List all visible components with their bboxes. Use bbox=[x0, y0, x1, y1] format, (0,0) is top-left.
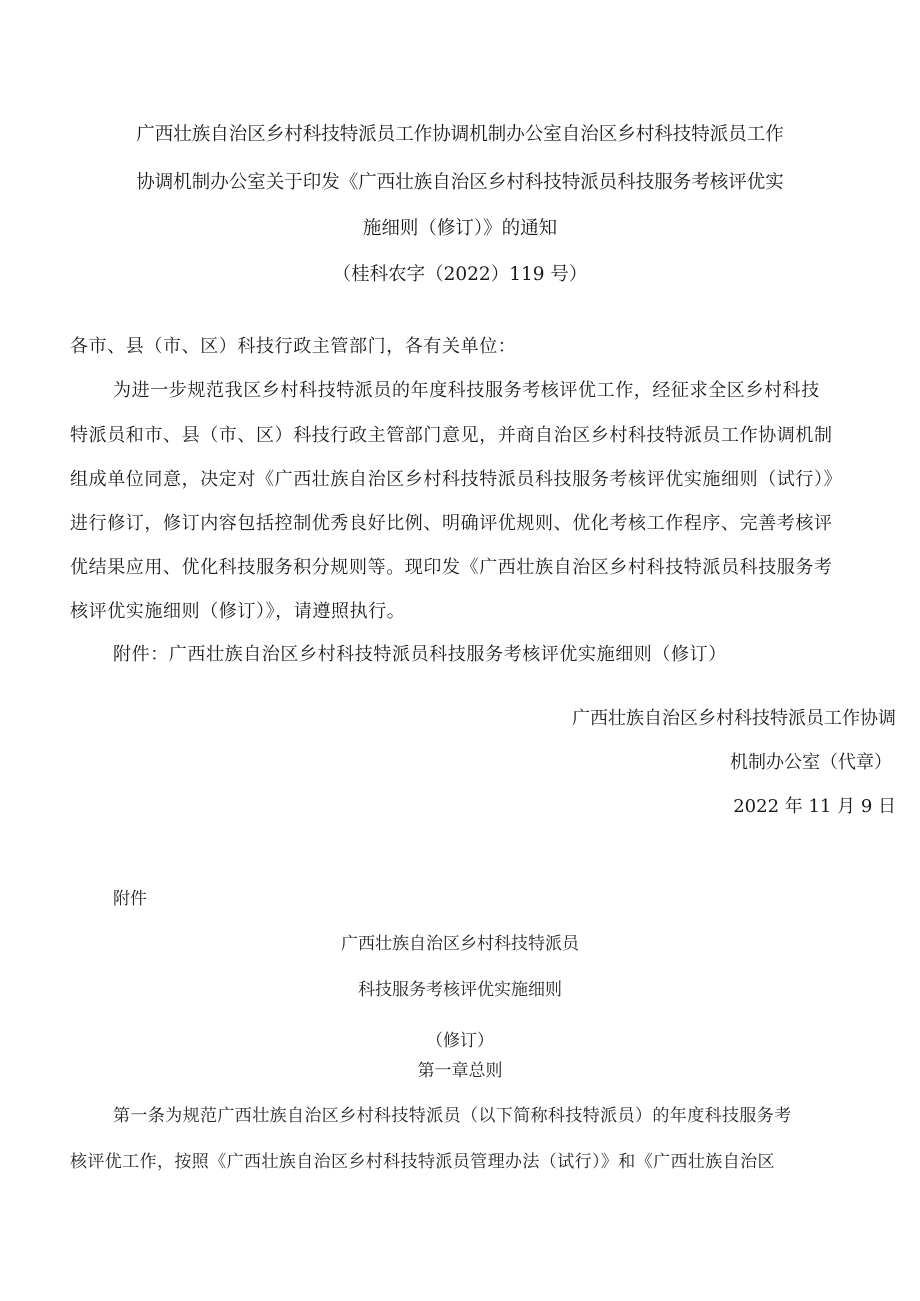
attachment-label: 附件 bbox=[113, 889, 147, 909]
body-line: 进行修订，修订内容包括控制优秀良好比例、明确评优规则、优化考核工作程序、完善考核评 bbox=[70, 513, 833, 534]
body-line: 优结果应用、优化科技服务积分规则等。现印发《广西壮族自治区乡村科技特派员科技服务考 bbox=[70, 557, 833, 578]
chapter-heading: 第一章总则 bbox=[417, 1061, 503, 1081]
attachment-title-line-1: 广西壮族自治区乡村科技特派员 bbox=[341, 934, 579, 954]
attachment-title-line-2: 科技服务考核评优实施细则 bbox=[358, 980, 562, 1000]
document-number: （桂科农字（2022）119 号） bbox=[332, 264, 588, 285]
article-line: 核评优工作，按照《广西壮族自治区乡村科技特派员管理办法（试行）》和《广西壮族自治区 bbox=[70, 1152, 775, 1172]
signature-date: 2022 年 11 月 9 日 bbox=[733, 796, 896, 817]
body-line: 组成单位同意，决定对《广西壮族自治区乡村科技特派员科技服务考核评优实施细则（试行）》 bbox=[70, 469, 843, 490]
attachment-subtitle: （修订） bbox=[426, 1031, 494, 1051]
body-line: 为进一步规范我区乡村科技特派员的年度科技服务考核评优工作，经征求全区乡村科技 bbox=[113, 380, 820, 401]
body-line: 核评优实施细则（修订）》，请遵照执行。 bbox=[70, 601, 406, 622]
title-line-2: 协调机制办公室关于印发《广西壮族自治区乡村科技特派员科技服务考核评优实 bbox=[136, 172, 784, 193]
title-line-3: 施细则（修订）》的通知 bbox=[362, 218, 558, 239]
signature-org-line-1: 广西壮族自治区乡村科技特派员工作协调 bbox=[572, 708, 896, 729]
title-line-1: 广西壮族自治区乡村科技特派员工作协调机制办公室自治区乡村科技特派员工作 bbox=[136, 124, 784, 145]
salutation: 各市、县（市、区）科技行政主管部门，各有关单位： bbox=[70, 336, 517, 357]
attachment-note: 附件：广西壮族自治区乡村科技特派员科技服务考核评优实施细则（修订） bbox=[113, 644, 727, 665]
article-line: 第一条为规范广西壮族自治区乡村科技特派员（以下简称科技特派员）的年度科技服务考 bbox=[113, 1106, 792, 1126]
signature-org-line-2: 机制办公室（代章） bbox=[730, 752, 892, 773]
body-line: 特派员和市、县（市、区）科技行政主管部门意见，并商自治区乡村科技特派员工作协调机制 bbox=[70, 425, 833, 446]
